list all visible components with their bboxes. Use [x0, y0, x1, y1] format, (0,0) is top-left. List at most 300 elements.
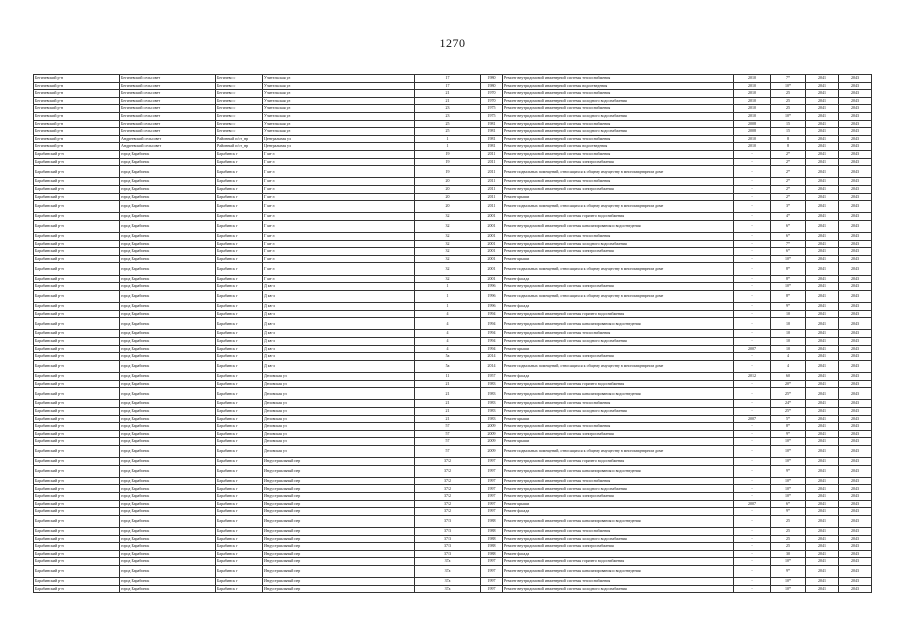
table-cell: Барабинский р-н [34, 508, 120, 516]
table-cell: Ремонт внутридомовой инженерной системы электроснабжения [503, 185, 734, 193]
table-cell: город Барабинск [120, 508, 216, 516]
table-cell: Бегичевский р-н [34, 97, 120, 105]
table-cell: 2001 [481, 220, 503, 232]
table-cell: 2043 [839, 485, 872, 493]
table-cell: Индустриальный пер [263, 543, 415, 551]
table-cell: город Барабинск [120, 528, 216, 536]
table-cell: 2007 [734, 415, 771, 423]
table-row [34, 82, 872, 90]
table-row [34, 558, 872, 566]
table-cell: 2043 [839, 500, 872, 508]
table-cell: 1 [415, 303, 481, 311]
table-row [34, 477, 872, 485]
table-row [34, 337, 872, 345]
table-cell: Барабинский р-н [34, 353, 120, 361]
table-cell: Ремонт внутридомовой инженерной системы канализирования и водоотведения [503, 515, 734, 527]
table-cell: - [734, 166, 771, 178]
table-cell: Г кв-л [263, 255, 415, 263]
table-cell: Барабинск г [216, 185, 263, 193]
table-cell: Бегичевский р-н [34, 90, 120, 98]
table-cell: Барабинский р-н [34, 178, 120, 186]
table-cell: Бегичевский р-н [34, 128, 120, 136]
table-cell: Бегичево с [216, 112, 263, 120]
table-cell: - [734, 558, 771, 566]
table-row [34, 458, 872, 466]
table-cell: 2041 [806, 415, 839, 423]
table-cell: Барабинский р-н [34, 558, 120, 566]
table-cell: 1970 [481, 97, 503, 105]
table-cell: Барабинский р-н [34, 290, 120, 302]
table-cell: - [734, 158, 771, 166]
table-cell: 2043 [839, 337, 872, 345]
table-row [34, 318, 872, 330]
table-cell: - [734, 423, 771, 431]
table-cell: 4 [415, 330, 481, 338]
table-row [34, 263, 872, 275]
table-cell: Ремонт подвальных помещений, относящихся к общему имуществу в многоквартирном доме [503, 263, 734, 275]
table-cell: Барабинский р-н [34, 477, 120, 485]
table-cell: Д кв-л [263, 318, 415, 330]
table-cell: Бегичево с [216, 128, 263, 136]
table-cell: 10* [771, 283, 806, 291]
table-cell: Барабинский р-н [34, 585, 120, 593]
table-row [34, 423, 872, 431]
table-cell: 2043 [839, 128, 872, 136]
table-cell: 2041 [806, 303, 839, 311]
table-row [34, 201, 872, 213]
table-cell: 2041 [806, 585, 839, 593]
table-cell: Бегичевский р-н [34, 105, 120, 113]
table-cell: 2043 [839, 528, 872, 536]
table-cell: Бегичевский р-н [34, 112, 120, 120]
table-cell: 2043 [839, 255, 872, 263]
table-cell: Д кв-л [263, 360, 415, 372]
table-row [34, 445, 872, 457]
table-cell: Барабинск г [216, 458, 263, 466]
table-cell: 2010 [734, 82, 771, 90]
table-cell: Ремонт внутридомовой инженерной системы холодного водоснабжения [503, 585, 734, 593]
table-cell: 2043 [839, 283, 872, 291]
table-cell: город Барабинск [120, 407, 216, 415]
table-cell: 1996 [481, 283, 503, 291]
table-cell: 1997 [481, 458, 503, 466]
table-cell: город Барабинск [120, 458, 216, 466]
table-cell: город Барабинск [120, 445, 216, 457]
table-row [34, 330, 872, 338]
table-cell: Барабинский р-н [34, 465, 120, 477]
table-row [34, 193, 872, 201]
table-row [34, 400, 872, 408]
table-cell: Барабинск г [216, 345, 263, 353]
table-cell: город Барабинск [120, 578, 216, 586]
table-row [34, 388, 872, 400]
table-cell: 2011 [481, 201, 503, 213]
table-cell: 5а [415, 353, 481, 361]
table-cell: 6* [771, 248, 806, 256]
table-cell: 8* [771, 290, 806, 302]
table-cell: 15 [771, 120, 806, 128]
table-cell: Учительская ул [263, 82, 415, 90]
table-cell: 2041 [806, 310, 839, 318]
table-cell: 1997 [481, 485, 503, 493]
table-cell: 2043 [839, 135, 872, 143]
table-cell: Ремонт фасада [503, 550, 734, 558]
table-cell: 2043 [839, 112, 872, 120]
table-cell: Бегичевский сельсовет [120, 105, 216, 113]
table-cell: Барабинский р-н [34, 400, 120, 408]
table-cell: 25 [771, 90, 806, 98]
table-cell: Барабинский р-н [34, 248, 120, 256]
table-cell: Индустриальный пер [263, 535, 415, 543]
table-cell: Барабинск г [216, 240, 263, 248]
table-cell: Ремонт подвальных помещений, относящихся к общему имуществу в многоквартирном доме [503, 166, 734, 178]
table-cell: Барабинский р-н [34, 255, 120, 263]
table-cell: 2041 [806, 75, 839, 83]
table-cell: город Барабинск [120, 543, 216, 551]
table-cell: город Барабинск [120, 185, 216, 193]
table-row [34, 528, 872, 536]
table-cell: Районный п/ст_нр [216, 135, 263, 143]
table-cell: 9* [771, 303, 806, 311]
table-cell: 1994 [481, 345, 503, 353]
table-cell: - [734, 407, 771, 415]
table-cell: Ремонт внутридомовой инженерной системы водоотведения [503, 82, 734, 90]
table-cell: - [734, 263, 771, 275]
table-cell: Бегичевский сельсовет [120, 97, 216, 105]
table-cell: город Барабинск [120, 400, 216, 408]
table-cell: Барабинский р-н [34, 535, 120, 543]
table-cell: 2* [771, 150, 806, 158]
table-cell: 37а [415, 558, 481, 566]
table-cell: 2010 [734, 143, 771, 151]
table-cell: Учительская ул [263, 90, 415, 98]
table-cell: 2* [771, 193, 806, 201]
table-cell: Деповская ул [263, 407, 415, 415]
table-cell: - [734, 485, 771, 493]
table-cell: - [734, 360, 771, 372]
table-cell: Барабинск г [216, 275, 263, 283]
table-cell: город Барабинск [120, 515, 216, 527]
table-row [34, 97, 872, 105]
table-cell: 2007 [734, 345, 771, 353]
table-cell: 9* [771, 565, 806, 577]
table-row [34, 120, 872, 128]
table-cell: 2043 [839, 213, 872, 221]
table-cell: 57 [415, 438, 481, 446]
table-cell: 1981 [481, 120, 503, 128]
table-cell: Барабинск г [216, 166, 263, 178]
table-cell: 10* [771, 255, 806, 263]
table-cell: Индустриальный пер [263, 500, 415, 508]
table-cell: 2041 [806, 193, 839, 201]
table-cell: Индустриальный пер [263, 585, 415, 593]
table-cell: - [734, 543, 771, 551]
table-cell: 19 [415, 150, 481, 158]
table-cell: 2041 [806, 97, 839, 105]
table-cell: 2012 [734, 372, 771, 380]
table-cell: 1994 [481, 310, 503, 318]
table-cell: - [734, 213, 771, 221]
table-cell: 2043 [839, 445, 872, 457]
table-cell: Барабинск г [216, 400, 263, 408]
table-cell: 37/2 [415, 493, 481, 501]
table-cell: 10* [771, 112, 806, 120]
table-cell: 32 [415, 220, 481, 232]
table-cell: 2043 [839, 201, 872, 213]
table-cell: 2041 [806, 430, 839, 438]
table-cell: 2001 [481, 233, 503, 241]
table-cell: 2008 [734, 120, 771, 128]
table-cell: 37/3 [415, 543, 481, 551]
table-cell: Барабинск г [216, 372, 263, 380]
table-cell: 2010 [734, 97, 771, 105]
table-cell: Барабинский р-н [34, 318, 120, 330]
table-cell: 2043 [839, 380, 872, 388]
table-row [34, 255, 872, 263]
table-row [34, 550, 872, 558]
table-cell: - [734, 303, 771, 311]
table-cell: 2043 [839, 515, 872, 527]
table-cell: 9* [771, 465, 806, 477]
table-cell: Ремонт внутридомовой инженерной системы горячего водоснабжения [503, 380, 734, 388]
table-cell: 17 [415, 82, 481, 90]
table-cell: Деповская ул [263, 445, 415, 457]
table-cell: 2041 [806, 150, 839, 158]
table-cell: Барабинск г [216, 193, 263, 201]
table-cell: 2043 [839, 558, 872, 566]
table-cell: 2043 [839, 578, 872, 586]
table-row [34, 493, 872, 501]
table-cell: Д кв-л [263, 330, 415, 338]
table-cell: 1997 [481, 558, 503, 566]
table-cell: 9* [771, 508, 806, 516]
table-cell: 2* [771, 178, 806, 186]
table-cell: - [734, 318, 771, 330]
table-cell: 2043 [839, 407, 872, 415]
table-cell: Барабинск г [216, 337, 263, 345]
table-cell: 32 [415, 255, 481, 263]
table-cell: 2041 [806, 158, 839, 166]
table-cell: 1997 [481, 500, 503, 508]
table-cell: Барабинск г [216, 388, 263, 400]
table-cell: город Барабинск [120, 485, 216, 493]
table-cell: город Барабинск [120, 201, 216, 213]
table-cell: город Барабинск [120, 430, 216, 438]
table-cell: Ремонт внутридомовой инженерной системы теплоснабжения [503, 233, 734, 241]
table-row [34, 185, 872, 193]
table-row [34, 578, 872, 586]
table-cell: Барабинский р-н [34, 423, 120, 431]
table-cell: Г кв-л [263, 220, 415, 232]
table-cell: 2* [771, 166, 806, 178]
table-cell: 3* [771, 201, 806, 213]
table-cell: 2043 [839, 388, 872, 400]
table-cell: Индустриальный пер [263, 485, 415, 493]
table-row [34, 135, 872, 143]
table-cell: 21 [415, 407, 481, 415]
table-row [34, 112, 872, 120]
table-cell: 2041 [806, 458, 839, 466]
table-cell: Учительская ул [263, 120, 415, 128]
table-cell: Ремонт внутридомовой инженерной системы холодного водоснабжения [503, 112, 734, 120]
table-cell: Бегичевский р-н [34, 135, 120, 143]
table-cell: Ремонт внутридомовой инженерной системы водоотведения [503, 143, 734, 151]
table-cell: - [734, 493, 771, 501]
table-cell: Барабинский р-н [34, 303, 120, 311]
table-cell: город Барабинск [120, 550, 216, 558]
table-cell: Барабинский р-н [34, 445, 120, 457]
table-cell: 2043 [839, 330, 872, 338]
table-row [34, 150, 872, 158]
table-cell: Бегичево с [216, 120, 263, 128]
table-cell: Ремонт внутридомовой инженерной системы теплоснабжения [503, 477, 734, 485]
table-cell: 2041 [806, 438, 839, 446]
table-row [34, 430, 872, 438]
table-cell: 2043 [839, 303, 872, 311]
table-cell: 30 [771, 550, 806, 558]
table-cell: Барабинский р-н [34, 150, 120, 158]
repair-schedule-table [33, 74, 872, 593]
table-cell: Ремонт внутридомовой инженерной системы холодного водоснабжения [503, 485, 734, 493]
table-cell: 8* [771, 263, 806, 275]
table-cell: 2043 [839, 360, 872, 372]
table-cell: Ремонт внутридомовой инженерной системы электроснабжения [503, 248, 734, 256]
table-cell: город Барабинск [120, 330, 216, 338]
table-cell: 57 [415, 445, 481, 457]
table-cell: Бегичево с [216, 97, 263, 105]
table-cell: Ремонт внутридомовой инженерной системы холодного водоснабжения [503, 97, 734, 105]
table-cell: 10* [771, 438, 806, 446]
table-cell: Барабинский р-н [34, 550, 120, 558]
table-cell: Деповская ул [263, 400, 415, 408]
table-cell: Д кв-л [263, 337, 415, 345]
table-cell: 1996 [481, 290, 503, 302]
table-cell: Барабинск г [216, 310, 263, 318]
table-cell: Г кв-л [263, 185, 415, 193]
table-cell: город Барабинск [120, 565, 216, 577]
table-cell: Учительская ул [263, 112, 415, 120]
table-cell: Ремонт фасада [503, 372, 734, 380]
table-cell: Барабинский р-н [34, 543, 120, 551]
table-cell: 23 [415, 112, 481, 120]
table-cell: - [734, 233, 771, 241]
table-cell: 37/3 [415, 528, 481, 536]
table-cell: Барабинский р-н [34, 330, 120, 338]
table-cell: 2043 [839, 465, 872, 477]
table-row [34, 240, 872, 248]
table-cell: Ремонт фасада [503, 508, 734, 516]
table-cell: Ремонт крыши [503, 193, 734, 201]
table-cell: 2014 [481, 353, 503, 361]
table-cell: 2043 [839, 310, 872, 318]
table-cell: 2043 [839, 543, 872, 551]
table-cell: Ремонт внутридомовой инженерной системы горячего водоснабжения [503, 310, 734, 318]
table-cell: 10 [771, 310, 806, 318]
table-cell: Барабинский р-н [34, 233, 120, 241]
table-cell: 1997 [481, 565, 503, 577]
table-cell: 2043 [839, 143, 872, 151]
table-cell: 2007 [734, 500, 771, 508]
table-cell: Ремонт крыши [503, 255, 734, 263]
table-cell: Ремонт внутридомовой инженерной системы холодного водоснабжения [503, 337, 734, 345]
table-cell: город Барабинск [120, 500, 216, 508]
table-cell: 11 [415, 372, 481, 380]
table-row [34, 372, 872, 380]
table-cell: 1983 [481, 388, 503, 400]
table-cell: Барабинский р-н [34, 337, 120, 345]
table-cell: 37/2 [415, 500, 481, 508]
table-cell: 2043 [839, 97, 872, 105]
table-cell: Бегичевский сельсовет [120, 128, 216, 136]
table-cell: Барабинск г [216, 493, 263, 501]
table-cell: Ремонт фасада [503, 275, 734, 283]
table-cell: Барабинск г [216, 445, 263, 457]
table-cell: 2041 [806, 493, 839, 501]
table-cell: Барабинск г [216, 213, 263, 221]
table-row [34, 585, 872, 593]
table-cell: Г кв-л [263, 193, 415, 201]
table-cell: 2043 [839, 372, 872, 380]
table-cell: 2009 [481, 430, 503, 438]
table-cell: Д кв-л [263, 283, 415, 291]
table-cell: 6* [771, 500, 806, 508]
table-cell: Индустриальный пер [263, 550, 415, 558]
table-cell: 1997 [481, 493, 503, 501]
table-cell: 2041 [806, 400, 839, 408]
table-row [34, 178, 872, 186]
table-cell: 2041 [806, 178, 839, 186]
table-cell: Ремонт внутридомовой инженерной системы горячего водоснабжения [503, 458, 734, 466]
table-row [34, 105, 872, 113]
table-cell: 37а [415, 578, 481, 586]
table-cell: 8* [771, 275, 806, 283]
table-cell: Центральная ул [263, 135, 415, 143]
table-cell: Барабинск г [216, 158, 263, 166]
table-cell: 2041 [806, 535, 839, 543]
table-cell: 2041 [806, 143, 839, 151]
table-cell: Барабинский р-н [34, 213, 120, 221]
table-cell: Бегичевский сельсовет [120, 75, 216, 83]
table-row [34, 438, 872, 446]
table-cell: Ремонт внутридомовой инженерной системы теплоснабжения [503, 578, 734, 586]
table-cell: 1996 [481, 303, 503, 311]
table-cell: 2041 [806, 240, 839, 248]
table-cell: город Барабинск [120, 388, 216, 400]
table-cell: 21 [415, 380, 481, 388]
table-cell: город Барабинск [120, 290, 216, 302]
table-row [34, 233, 872, 241]
table-cell: - [734, 275, 771, 283]
table-cell: 10 [771, 345, 806, 353]
table-cell: - [734, 150, 771, 158]
table-cell: Ремонт подвальных помещений, относящихся к общему имуществу в многоквартирном доме [503, 290, 734, 302]
table-cell: 2041 [806, 360, 839, 372]
table-cell: город Барабинск [120, 255, 216, 263]
table-cell: - [734, 445, 771, 457]
table-cell: 25 [771, 515, 806, 527]
table-cell: Г кв-л [263, 263, 415, 275]
table-row [34, 360, 872, 372]
table-cell: 2041 [806, 120, 839, 128]
table-cell: 2041 [806, 465, 839, 477]
table-cell: 32 [415, 248, 481, 256]
table-cell: Барабинск г [216, 150, 263, 158]
table-row [34, 90, 872, 98]
table-cell: 37/2 [415, 508, 481, 516]
table-cell: 2043 [839, 585, 872, 593]
table-cell: 1980 [481, 82, 503, 90]
table-cell: Индустриальный пер [263, 558, 415, 566]
